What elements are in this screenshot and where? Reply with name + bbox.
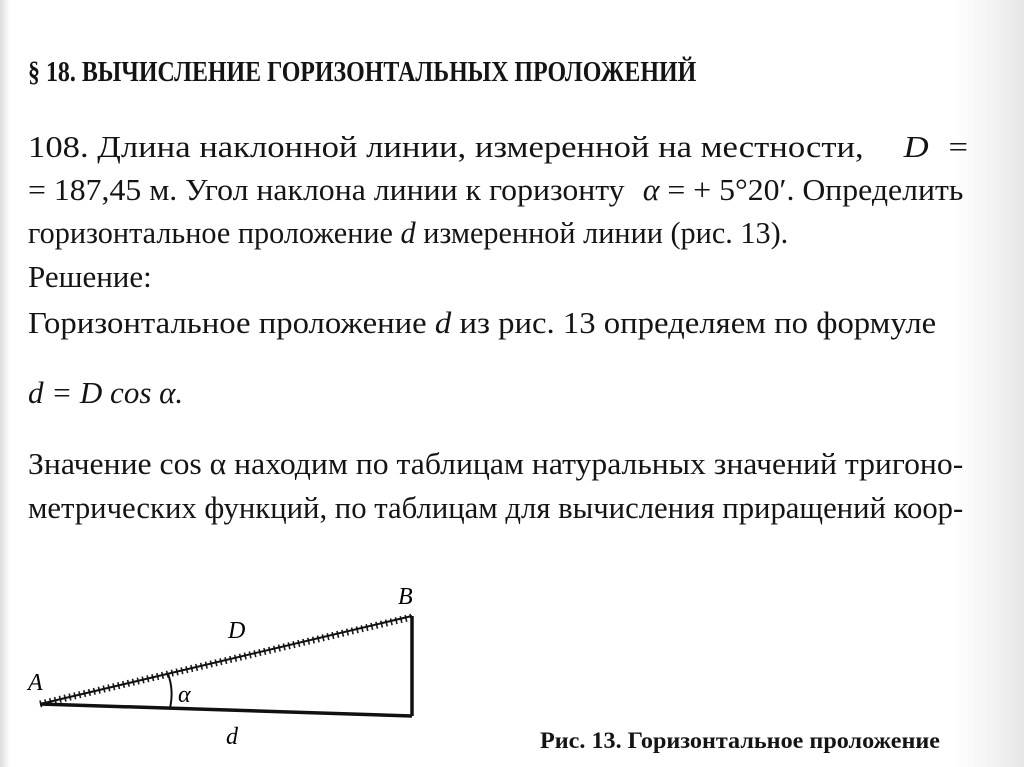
paragraph-line-1: Значение cos α находим по таблицам натуральных значений тригоно- <box>28 446 964 481</box>
angle-arc <box>168 674 172 708</box>
label-alpha: α <box>178 682 191 708</box>
horizontal-line-d <box>40 704 412 716</box>
problem-text: горизонтальное проложение <box>28 215 393 250</box>
var-d: d <box>400 215 416 250</box>
problem-text: измеренной линии (рис. 13). <box>423 215 789 250</box>
var-alpha: α <box>642 172 660 207</box>
label-B: B <box>398 584 413 610</box>
section-heading: § 18. ВЫЧИСЛЕНИЕ ГОРИЗОНТАЛЬНЫХ ПРОЛОЖЕНИЙ <box>28 56 697 88</box>
formula: d = D cos α. <box>28 375 184 410</box>
solution-text: из рис. 13 определяем по формуле <box>459 305 937 340</box>
label-A: A <box>28 670 43 696</box>
inclined-line-D <box>40 616 412 704</box>
angle-value: = + 5°20′. Определить <box>667 172 964 207</box>
paragraph-line-2: метрических функций, по таблицам для вычисления приращений коор- <box>28 490 964 525</box>
var-D: D <box>903 129 929 164</box>
problem-text: 108. Длина наклонной линии, измеренной на местности, <box>28 129 864 164</box>
solution-label: Решение: <box>28 259 152 294</box>
var-d: d <box>434 305 452 340</box>
figure-caption: Рис. 13. Горизонтальное проложение <box>540 728 941 753</box>
equals-sign: = <box>948 129 968 164</box>
label-d: d <box>226 724 238 750</box>
label-D: D <box>228 618 246 644</box>
solution-text: Горизонтальное проложение <box>28 305 427 340</box>
problem-text: = 187,45 м. Угол наклона линии к горизонту <box>28 172 625 207</box>
